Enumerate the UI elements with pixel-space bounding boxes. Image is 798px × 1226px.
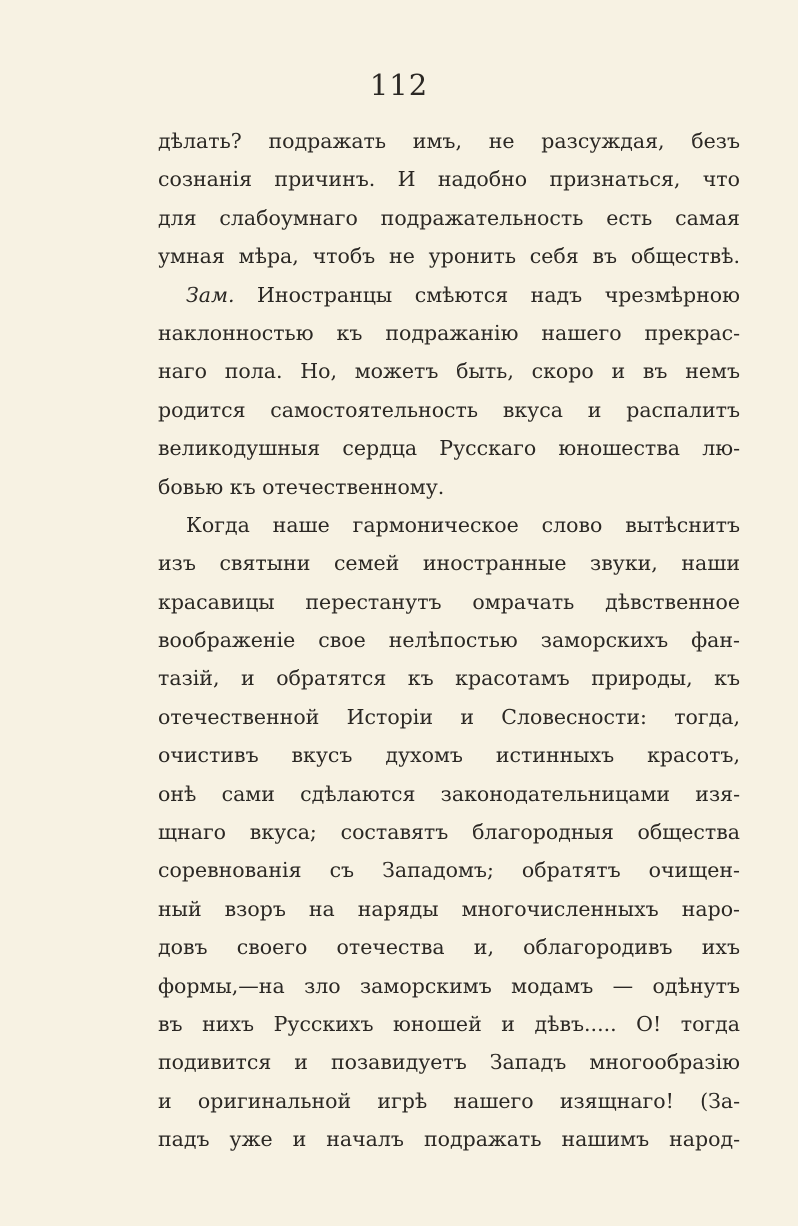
text-line: наго пола. Но, можетъ быть, скоро и въ немъ (158, 359, 740, 384)
text-line: дѣлать? подражать имъ, не разсуждая, безъ (158, 129, 740, 153)
text-line: изъ святыни семей иностранные звуки, наши (158, 551, 740, 576)
text-line: онѣ сами сдѣлаются законодательницами изя- (158, 781, 740, 806)
text-line: ный взоръ на наряды многочисленныхъ наро- (158, 896, 740, 921)
text-line: отечественной Исторіи и Словесности: тогда, (158, 704, 740, 729)
text-line: великодушныя сердца Русскаго юношества лю- (158, 436, 740, 461)
speaker-label: Зам. (186, 282, 235, 307)
text-line: бовью къ отечественному. (158, 474, 445, 499)
text-line: формы,—на зло заморскимъ модамъ — одѣнутъ (158, 973, 740, 998)
body-text (158, 122, 740, 1159)
paragraph-first-line (158, 276, 740, 314)
text-line: Иностранцы смѣются надъ чрезмѣрною (257, 282, 740, 307)
page-number: 112 (369, 68, 429, 102)
text-line: очистивъ вкусъ духомъ истинныхъ красотъ, (158, 743, 740, 768)
text-line: родится самостоятельность вкуса и распалитъ (158, 397, 740, 422)
text-line: падъ уже и началъ подражать нашимъ народ- (158, 1127, 740, 1152)
text-line: щнаго вкуса; составятъ благородныя общества (158, 820, 740, 845)
text-line: красавицы перестанутъ омрачать дѣвственное (158, 589, 740, 614)
text-line: въ нихъ Русскихъ юношей и дѣвъ..... О! тогда (158, 1011, 740, 1036)
text-line: довъ своего отечества и, облагородивъ ихъ (158, 935, 740, 960)
text-line: умная мѣра, чтобъ не уронить себя въ обществѣ. (158, 244, 740, 269)
text-line: воображеніе свое нелѣпостью заморскихъ фан- (158, 628, 740, 653)
text-line: сознанія причинъ. И надобно признаться, что (158, 167, 740, 192)
text-line: тазій, и обратятся къ красотамъ природы, къ (158, 666, 740, 691)
text-line: и оригинальной игрѣ нашего изящнаго! (За- (158, 1088, 740, 1113)
text-line: Когда наше гармоническое слово вытѣснитъ (186, 512, 740, 537)
text-line: наклонностью къ подражанію нашего прекрас- (158, 320, 740, 345)
text-line: подивится и позавидуетъ Западъ многообразію (158, 1050, 740, 1075)
text-line: соревнованія съ Западомъ; обратятъ очищен- (158, 858, 740, 883)
text-line: для слабоумнаго подражательность есть самая (158, 205, 740, 230)
